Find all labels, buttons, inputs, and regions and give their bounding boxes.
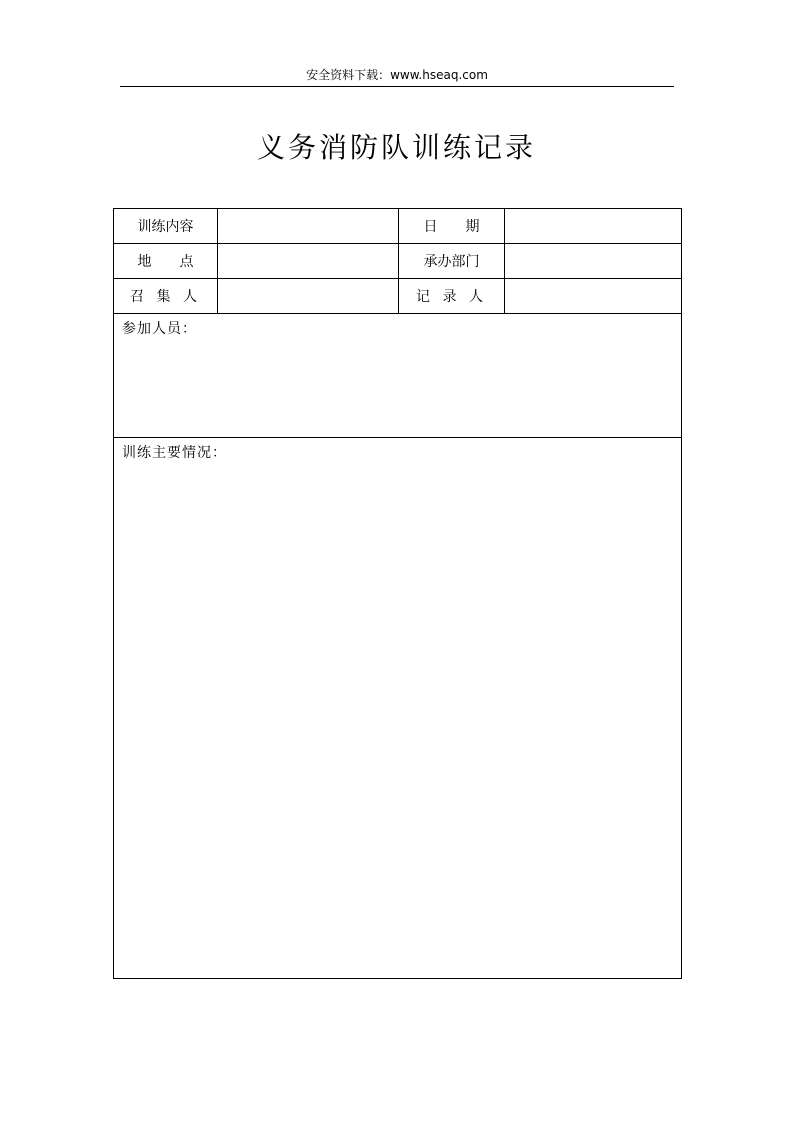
training-record-form xyxy=(113,208,682,979)
participants-field[interactable] xyxy=(114,337,681,437)
date-field[interactable] xyxy=(505,209,681,243)
label-participants: 参加人员： xyxy=(122,321,197,337)
training-summary-field[interactable] xyxy=(114,461,681,978)
page-header xyxy=(120,66,674,87)
label-training-content: 训练内容 xyxy=(137,219,194,235)
label-date: 日 期 xyxy=(423,219,480,235)
section-divider xyxy=(114,437,681,438)
document-title: 义务消防队训练记录 xyxy=(256,131,536,164)
label-convener: 召 集 人 xyxy=(130,289,201,305)
label-location: 地 点 xyxy=(137,254,194,270)
row-divider xyxy=(114,313,681,314)
organizing-department-field[interactable] xyxy=(505,244,681,278)
recorder-field[interactable] xyxy=(505,279,681,313)
label-organizing-department: 承办部门 xyxy=(423,254,480,270)
training-content-field[interactable] xyxy=(218,209,398,243)
label-recorder: 记 录 人 xyxy=(416,289,487,305)
label-training-summary: 训练主要情况： xyxy=(122,445,227,461)
convener-field[interactable] xyxy=(218,279,398,313)
location-field[interactable] xyxy=(218,244,398,278)
header-text: 安全资料下载：www.hseaq.com xyxy=(306,68,488,82)
